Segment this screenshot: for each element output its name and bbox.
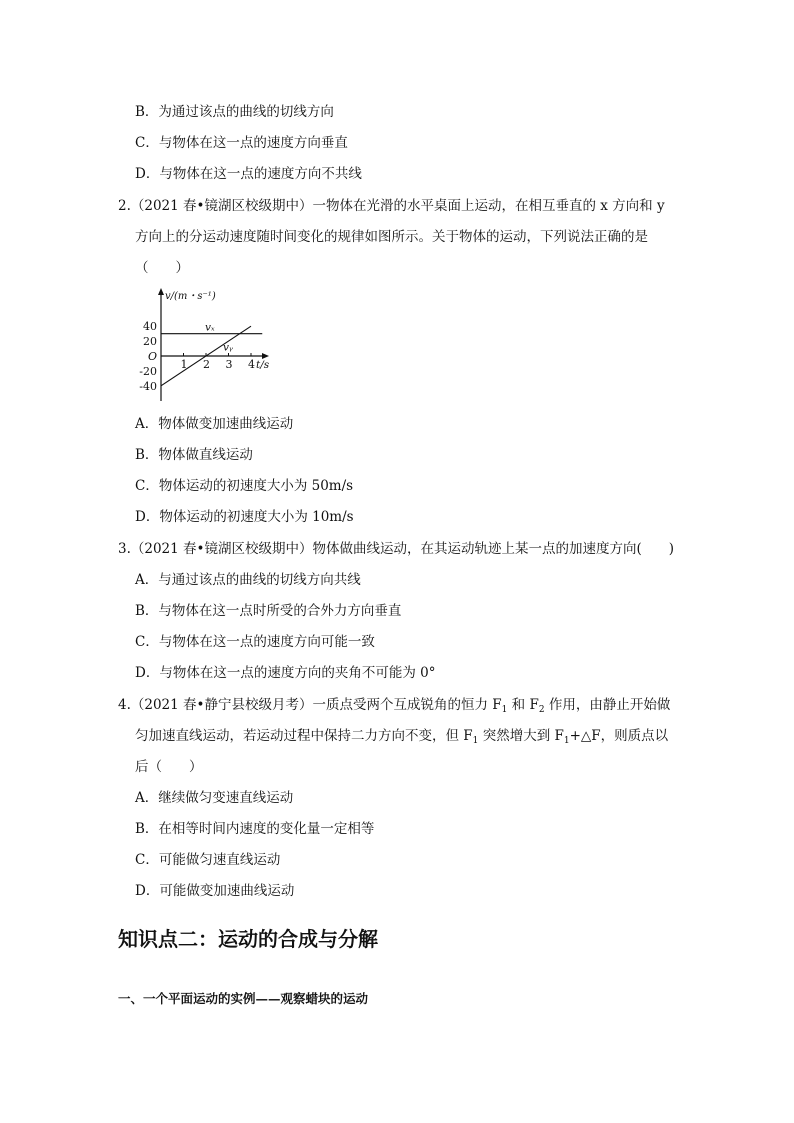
x-axis-label: t/s bbox=[256, 359, 270, 371]
q4-stem-line3: 后（ ） bbox=[135, 759, 203, 775]
series-label-vx: vₓ bbox=[205, 321, 215, 334]
chart-axes bbox=[158, 288, 269, 401]
q2-option-c: C．物体运动的初速度大小为 50m/s bbox=[135, 478, 354, 494]
origin-label: O bbox=[148, 350, 158, 363]
q4-option-a: A．继续做匀变速直线运动 bbox=[135, 790, 294, 806]
q1-option-b: B．为通过该点的曲线的切线方向 bbox=[135, 104, 334, 120]
x-tick-label-4: 4 bbox=[248, 358, 255, 371]
q2-option-d: D．物体运动的初速度大小为 10m/s bbox=[135, 509, 354, 525]
y-axis-label: v/(m・s⁻¹) bbox=[165, 291, 216, 302]
q3-option-a: A．与通过该点的曲线的切线方向共线 bbox=[135, 572, 361, 588]
q4-option-c: C．可能做匀速直线运动 bbox=[135, 852, 281, 868]
q1-option-c: C．与物体在这一点的速度方向垂直 bbox=[135, 135, 348, 151]
q2-option-a: A．物体做变加速曲线运动 bbox=[135, 416, 294, 432]
chart-labels bbox=[139, 291, 269, 393]
y-tick-label-20: 20 bbox=[143, 335, 157, 349]
q4-stem-line2: 匀加速直线运动，若运动过程中保持二力方向不变，但 $F_1$ 突然增大到 $F_1+\triangle F$，则质点以 bbox=[135, 728, 669, 746]
section-subheading: 一、一个平面运动的实例——观察蜡块的运动 bbox=[118, 991, 369, 1006]
q3-stem-line1: 3.（2021 春•镜湖区校级期中）物体做曲线运动，在其运动轨迹上某一点的加速度方向( ) bbox=[118, 541, 675, 557]
q2-stem-line3: （ ） bbox=[135, 260, 189, 276]
x-tick-label-3: 3 bbox=[225, 358, 233, 371]
y-tick-label-40: 40 bbox=[143, 320, 157, 334]
velocity-time-chart bbox=[135, 285, 280, 403]
q3-option-b: B．与物体在这一点时所受的合外力方向垂直 bbox=[135, 603, 402, 619]
x-tick-label-2: 2 bbox=[203, 358, 210, 371]
q2-option-b: B．物体做直线运动 bbox=[135, 447, 253, 463]
section-heading: 知识点二：运动的合成与分解 bbox=[118, 927, 378, 951]
q4-option-d: D．可能做变加速曲线运动 bbox=[135, 883, 295, 899]
x-tick-label-1: 1 bbox=[180, 358, 188, 371]
y-axis-arrow bbox=[158, 288, 164, 295]
q4-stem-line1: 4.（2021 春•静宁县校级月考）一质点受两个互成锐角的恒力 $F_1$ 和 $F_2$ 作用，由静止开始做 bbox=[118, 697, 671, 715]
q2-stem-line2: 方向上的分运动速度随时间变化的规律如图所示。关于物体的运动，下列说法正确的是 bbox=[135, 229, 648, 245]
q3-option-c: C．与物体在这一点的速度方向可能一致 bbox=[135, 634, 375, 650]
series-label-vy: vᵧ bbox=[223, 341, 233, 354]
q2-stem-line1: 2.（2021 春•镜湖区校级期中）一物体在光滑的水平桌面上运动，在相互垂直的 x 方向和 y bbox=[118, 198, 665, 214]
y-tick-label-neg20: -20 bbox=[139, 364, 157, 378]
y-tick-label-neg40: -40 bbox=[139, 379, 157, 393]
q3-option-d: D．与物体在这一点的速度方向的夹角不可能为 0° bbox=[135, 665, 436, 681]
q1-option-d: D．与物体在这一点的速度方向不共线 bbox=[135, 166, 362, 182]
q4-option-b: B．在相等时间内速度的变化量一定相等 bbox=[135, 821, 375, 837]
